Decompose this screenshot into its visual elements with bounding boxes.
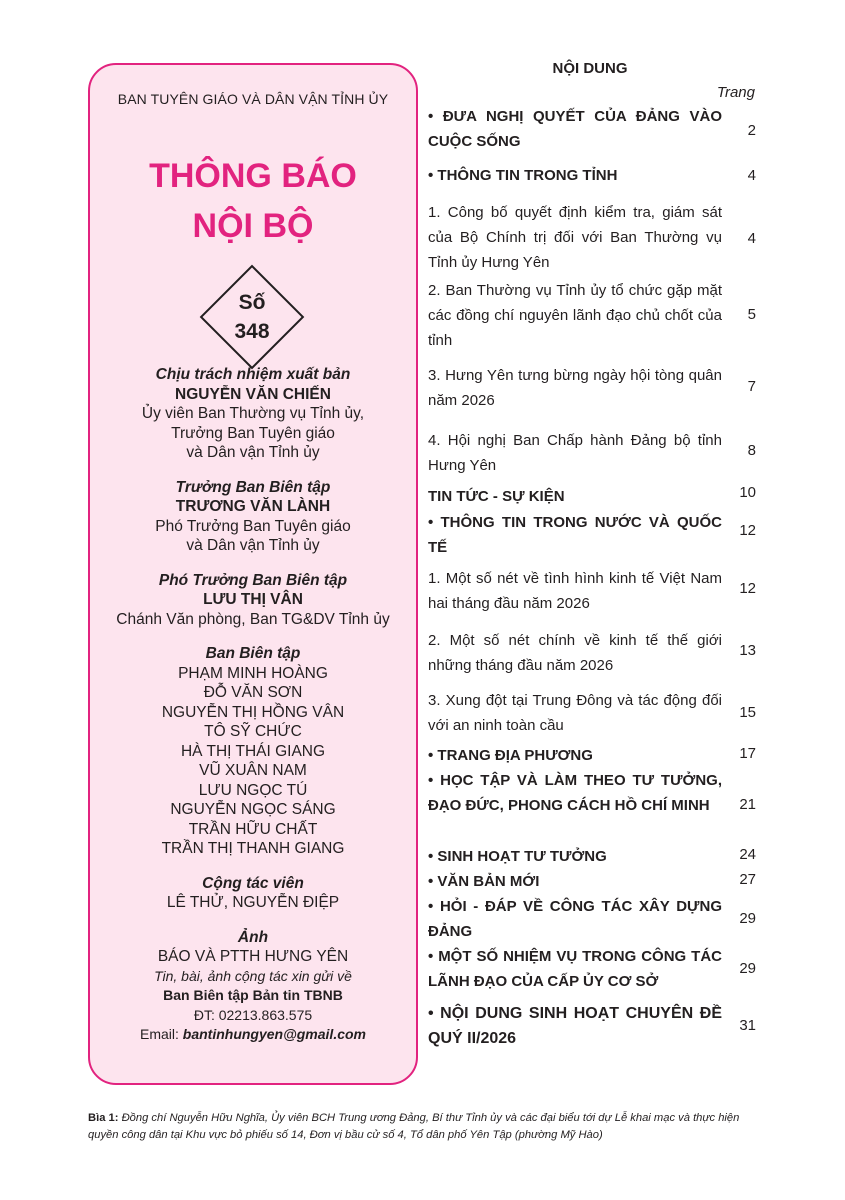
cover-caption: [88, 1110, 768, 1144]
issue-label: Số: [238, 291, 266, 314]
toc-item-page: 21: [739, 796, 756, 813]
toc-item[interactable]: [428, 688, 756, 738]
toc-item-page: 4: [747, 167, 756, 184]
toc-item-text: • MỘT SỐ NHIỆM VỤ TRONG CÔNG TÁC LÃNH ĐẠO CỦA CẤP ỦY CƠ SỞ: [428, 948, 722, 990]
toc-item[interactable]: [428, 163, 756, 188]
email-address[interactable]: bantinhungyen@gmail.com: [182, 1026, 366, 1042]
caption-text: Đồng chí Nguyễn Hữu Nghĩa, Ủy viên BCH Trung ương Đảng, Bí thư Tỉnh ủy và các đại biểu tới dự Lễ khai mạc và thực hiện quyền công dân tại Khu vực bỏ phiếu số 14, Đơn vị bầu cử số 4, Tổ dân phố Yên Tập (phường Mỹ Hào): [88, 1112, 740, 1141]
publication-title: [90, 151, 416, 251]
toc-item[interactable]: [428, 894, 756, 944]
toc-item-page: 29: [739, 910, 756, 927]
toc-item-text: 2. Ban Thường vụ Tỉnh ủy tổ chức gặp mặt các đồng chí nguyên lãnh đạo chủ chốt của tỉnh: [428, 282, 722, 349]
toc-item-text: 2. Một số nét chính về kinh tế thế giới những tháng đầu năm 2026: [428, 632, 722, 674]
toc-item-text: • HỎI - ĐÁP VỀ CÔNG TÁC XÂY DỰNG ĐẢNG: [428, 898, 722, 940]
toc-item[interactable]: [428, 844, 756, 869]
contrib-role: Cộng tác viên: [202, 874, 304, 892]
deputy-desc: Chánh Văn phòng, Ban TG&DV Tỉnh ủy: [116, 610, 390, 628]
toc-item-text: 1. Công bố quyết định kiểm tra, giám sát của Bộ Chính trị đối với Ban Thường vụ Tỉnh ủy Hưng Yên: [428, 204, 722, 271]
deputy-name: LƯU THỊ VÂN: [203, 591, 303, 608]
board-member: LƯU NGỌC TÚ: [198, 781, 308, 799]
toc-item-text: • THÔNG TIN TRONG NƯỚC VÀ QUỐC TẾ: [428, 514, 722, 556]
toc-item-text: • SINH HOẠT TƯ TƯỞNG: [428, 848, 607, 865]
phone: ĐT: 02213.863.575: [193, 1006, 313, 1023]
photo-role: Ảnh: [237, 928, 269, 946]
issue-number: 348: [234, 320, 270, 343]
publisher-desc-3: và Dân vận Tỉnh ủy: [186, 444, 320, 461]
toc-item-page: 17: [739, 745, 756, 762]
toc-item-page: 10: [739, 484, 756, 501]
photo-source: BÁO VÀ PTTH HƯNG YÊN: [157, 948, 349, 965]
board-member: NGUYỄN THỊ HỒNG VÂN: [161, 703, 345, 721]
toc-item-text: 1. Một số nét về tình hình kinh tế Việt Nam hai tháng đầu năm 2026: [428, 570, 722, 612]
submit-to: Ban Biên tập Bản tin TBNB: [163, 987, 343, 1003]
toc-item[interactable]: [428, 1001, 756, 1051]
email-line: [90, 1025, 416, 1045]
title-line-1: THÔNG BÁO: [149, 157, 357, 195]
board-member: TRẦN HỮU CHẤT: [188, 820, 318, 838]
toc-item[interactable]: [428, 869, 756, 894]
toc-item[interactable]: [428, 566, 756, 616]
toc-item-text: • VĂN BẢN MỚI: [428, 873, 540, 890]
toc-item-page: 31: [739, 1017, 756, 1034]
board-member: TRẦN THỊ THANH GIANG: [161, 840, 345, 857]
publisher-name: NGUYỄN VĂN CHIẾN: [175, 385, 331, 403]
board-member: NGUYỄN NGỌC SÁNG: [170, 801, 336, 818]
issue-badge: [200, 265, 304, 369]
toc-item-text: • THÔNG TIN TRONG TỈNH: [428, 167, 618, 184]
toc-item-page: 5: [747, 306, 756, 323]
contrib-names: LÊ THỬ, NGUYỄN ĐIỆP: [166, 894, 340, 911]
title-line-2: NỘI BỘ: [192, 207, 314, 245]
toc-item-text: 4. Hội nghị Ban Chấp hành Đảng bộ tỉnh Hưng Yên: [428, 432, 722, 474]
board-member: VŨ XUÂN NAM: [199, 762, 307, 779]
masthead-box: [88, 63, 418, 1085]
toc-item-page: 12: [739, 522, 756, 539]
board-member: PHẠM MINH HOÀNG: [178, 664, 328, 682]
board-member: HÀ THỊ THÁI GIANG: [180, 742, 326, 760]
toc-item[interactable]: [428, 628, 756, 678]
toc-item-page: 15: [739, 704, 756, 721]
toc-item-text: • HỌC TẬP VÀ LÀM THEO TƯ TƯỞNG, ĐẠO ĐỨC, PHONG CÁCH HỒ CHÍ MINH: [428, 772, 722, 814]
submit-note: Tin, bài, ảnh cộng tác xin gửi về: [154, 967, 352, 984]
toc-item[interactable]: [428, 484, 756, 509]
publisher-desc-1: Ủy viên Ban Thường vụ Tỉnh ủy,: [141, 405, 365, 422]
credits: [90, 365, 416, 1045]
toc-item-page: 29: [739, 960, 756, 977]
toc-item[interactable]: [428, 510, 756, 560]
toc-item[interactable]: [428, 363, 756, 413]
toc-item-page: 4: [747, 230, 756, 247]
email-label: Email:: [139, 1026, 183, 1042]
toc-item-page: 24: [739, 846, 756, 863]
toc-title: NỘI DUNG: [552, 60, 628, 77]
toc-item-text: 3. Hưng Yên tưng bừng ngày hội tòng quân năm 2026: [428, 367, 722, 409]
toc-item-text: • ĐƯA NGHỊ QUYẾT CỦA ĐẢNG VÀO CUỘC SỐNG: [428, 108, 722, 150]
editor-name: TRƯƠNG VĂN LÀNH: [175, 498, 331, 515]
org-name: BAN TUYÊN GIÁO VÀ DÂN VẬN TỈNH ỦY: [117, 91, 389, 107]
toc-item-text: TIN TỨC - SỰ KIỆN: [428, 488, 565, 505]
toc-item-text: • NỘI DUNG SINH HOẠT CHUYÊN ĐỀ QUÝ II/2026: [428, 1005, 722, 1047]
toc-item-page: 27: [739, 871, 756, 888]
deputy-role: Phó Trưởng Ban Biên tập: [158, 571, 348, 589]
toc-item[interactable]: [428, 768, 756, 818]
toc-item[interactable]: [428, 200, 756, 275]
toc-item-text: • TRANG ĐỊA PHƯƠNG: [428, 747, 593, 764]
toc-item[interactable]: [428, 743, 756, 768]
toc-item-page: 12: [739, 580, 756, 597]
toc-item-page: 8: [747, 442, 756, 459]
board-member: TÔ SỸ CHỨC: [204, 723, 302, 740]
toc-item[interactable]: [428, 428, 756, 478]
toc-item[interactable]: [428, 944, 756, 994]
caption-label: Bìa 1:: [88, 1112, 119, 1124]
toc-item-text: 3. Xung đột tại Trung Đông và tác động đối với an ninh toàn cầu: [428, 692, 722, 734]
toc-item-page: 13: [739, 642, 756, 659]
board-member: ĐỖ VĂN SƠN: [203, 684, 303, 701]
toc-item-page: 2: [747, 122, 756, 139]
board-role: Ban Biên tập: [205, 645, 301, 662]
editor-desc-2: và Dân vận Tỉnh ủy: [186, 537, 320, 554]
toc-page-header: Trang: [716, 84, 755, 101]
toc-item[interactable]: [428, 278, 756, 353]
editor-desc-1: Phó Trưởng Ban Tuyên giáo: [155, 517, 351, 535]
publisher-role: Chịu trách nhiệm xuất bản: [155, 366, 351, 383]
toc-item[interactable]: [428, 104, 756, 154]
toc-item-page: 7: [747, 378, 756, 395]
editor-role: Trưởng Ban Biên tập: [175, 478, 331, 496]
publisher-desc-2: Trưởng Ban Tuyên giáo: [171, 424, 335, 442]
